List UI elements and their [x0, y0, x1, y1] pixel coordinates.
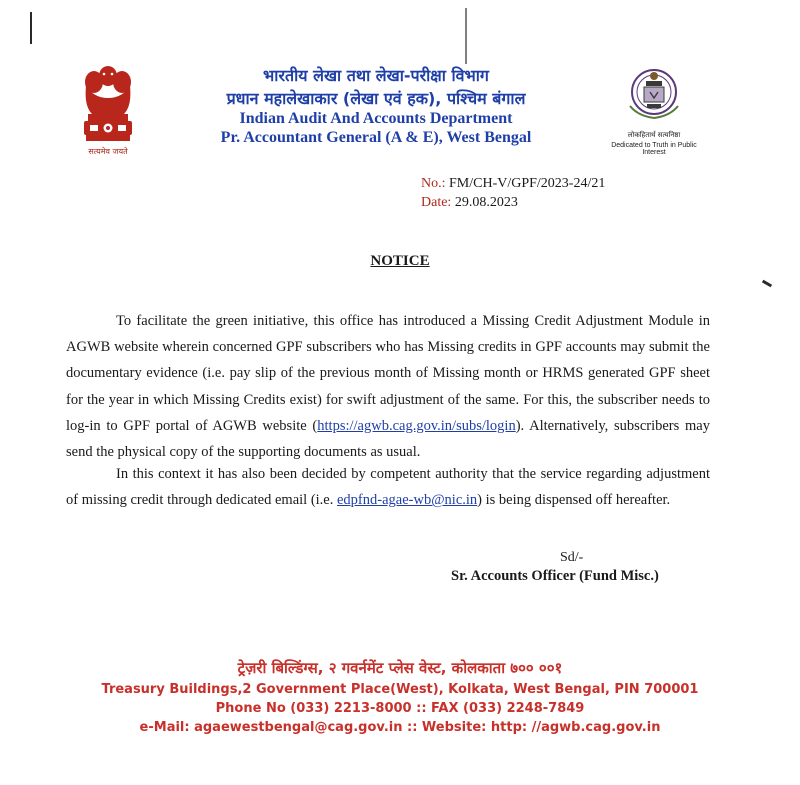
- reference-number: [421, 176, 605, 192]
- header-hindi-office: प्रधान महालेखाकार (लेखा एवं हक), पश्चिम बंगाल: [226, 89, 526, 108]
- footer-hindi-address: ट्रेज़री बिल्डिंग्स, २ गवर्नमेंट प्लेस वेस्ट, कोलकाता ७०० ००१: [237, 659, 563, 677]
- scan-mark-right: [762, 280, 772, 288]
- footer-phone-fax: Phone No (033) 2213-8000 :: FAX (033) 2248-7849: [215, 701, 585, 716]
- reference-date: [421, 195, 518, 211]
- emblem-motto: सत्यमेव जयते: [88, 147, 128, 156]
- scan-mark-top: [465, 8, 467, 64]
- paragraph-2-text: In this context it has also been decided by competent authority that the service regarding adjustment of missing credit through dedicated email (i.e.: [66, 466, 710, 509]
- signature-sd: Sd/-: [560, 550, 584, 565]
- footer-address: Treasury Buildings,2 Government Place(West), Kolkata, West Bengal, PIN 700001: [101, 682, 699, 697]
- notice-title: NOTICE: [370, 253, 430, 269]
- header-hindi-dept: भारतीय लेखा तथा लेखा-परीक्षा विभाग: [263, 66, 489, 85]
- dedicated-email-link[interactable]: edpfnd-agae-wb@nic.in: [337, 492, 478, 509]
- seal-english-motto: Dedicated to Truth in Public Interest: [611, 142, 697, 156]
- reference-number-label: No.:: [421, 176, 446, 191]
- cag-seal-icon: [604, 62, 704, 157]
- scan-mark-left: [30, 12, 32, 44]
- seal-hindi-motto: लोकहितार्थ सत्यनिष्ठा: [627, 131, 681, 139]
- paragraph-1-text-end: ). Alternatively, subscribers may send the physical copy of the supporting documents as usual.: [66, 417, 710, 461]
- reference-date-label: Date:: [421, 195, 452, 210]
- reference-date-value: 29.08.2023: [454, 195, 518, 210]
- reference-number-value: FM/CH-V/GPF/2023-24/21: [449, 176, 606, 191]
- header-department: Indian Audit And Accounts Department: [239, 110, 513, 127]
- signatory-designation: Sr. Accounts Officer (Fund Misc.): [451, 568, 659, 584]
- notice-paragraph-1: [66, 308, 710, 465]
- paragraph-2-text-end: ) is being dispensed off hereafter.: [477, 492, 671, 509]
- notice-paragraph-2: [66, 461, 710, 513]
- header-office: Pr. Accountant General (A & E), West Bengal: [220, 129, 532, 146]
- footer-email-website: e-Mail: agaewestbengal@cag.gov.in :: Website: http: //agwb.cag.gov.in: [139, 720, 661, 735]
- paragraph-1-text: To facilitate the green initiative, this office has introduced a Missing Credit Adjustment Module in AGWB website wherein concerned GPF subscribers who has Missing credits in GPF accounts may submit the documentary evidence (i.e. pay slip of the previous month of Missing month or HRMS generated GPF sheet for the year in which Missing Credits exist) for swift adjustment of the same. For this, the subscriber needs to log-in to GPF portal of AGWB website (: [66, 313, 710, 434]
- national-emblem-icon: [72, 62, 144, 162]
- gpf-portal-login-link[interactable]: https://agwb.cag.gov.in/subs/login: [317, 417, 516, 434]
